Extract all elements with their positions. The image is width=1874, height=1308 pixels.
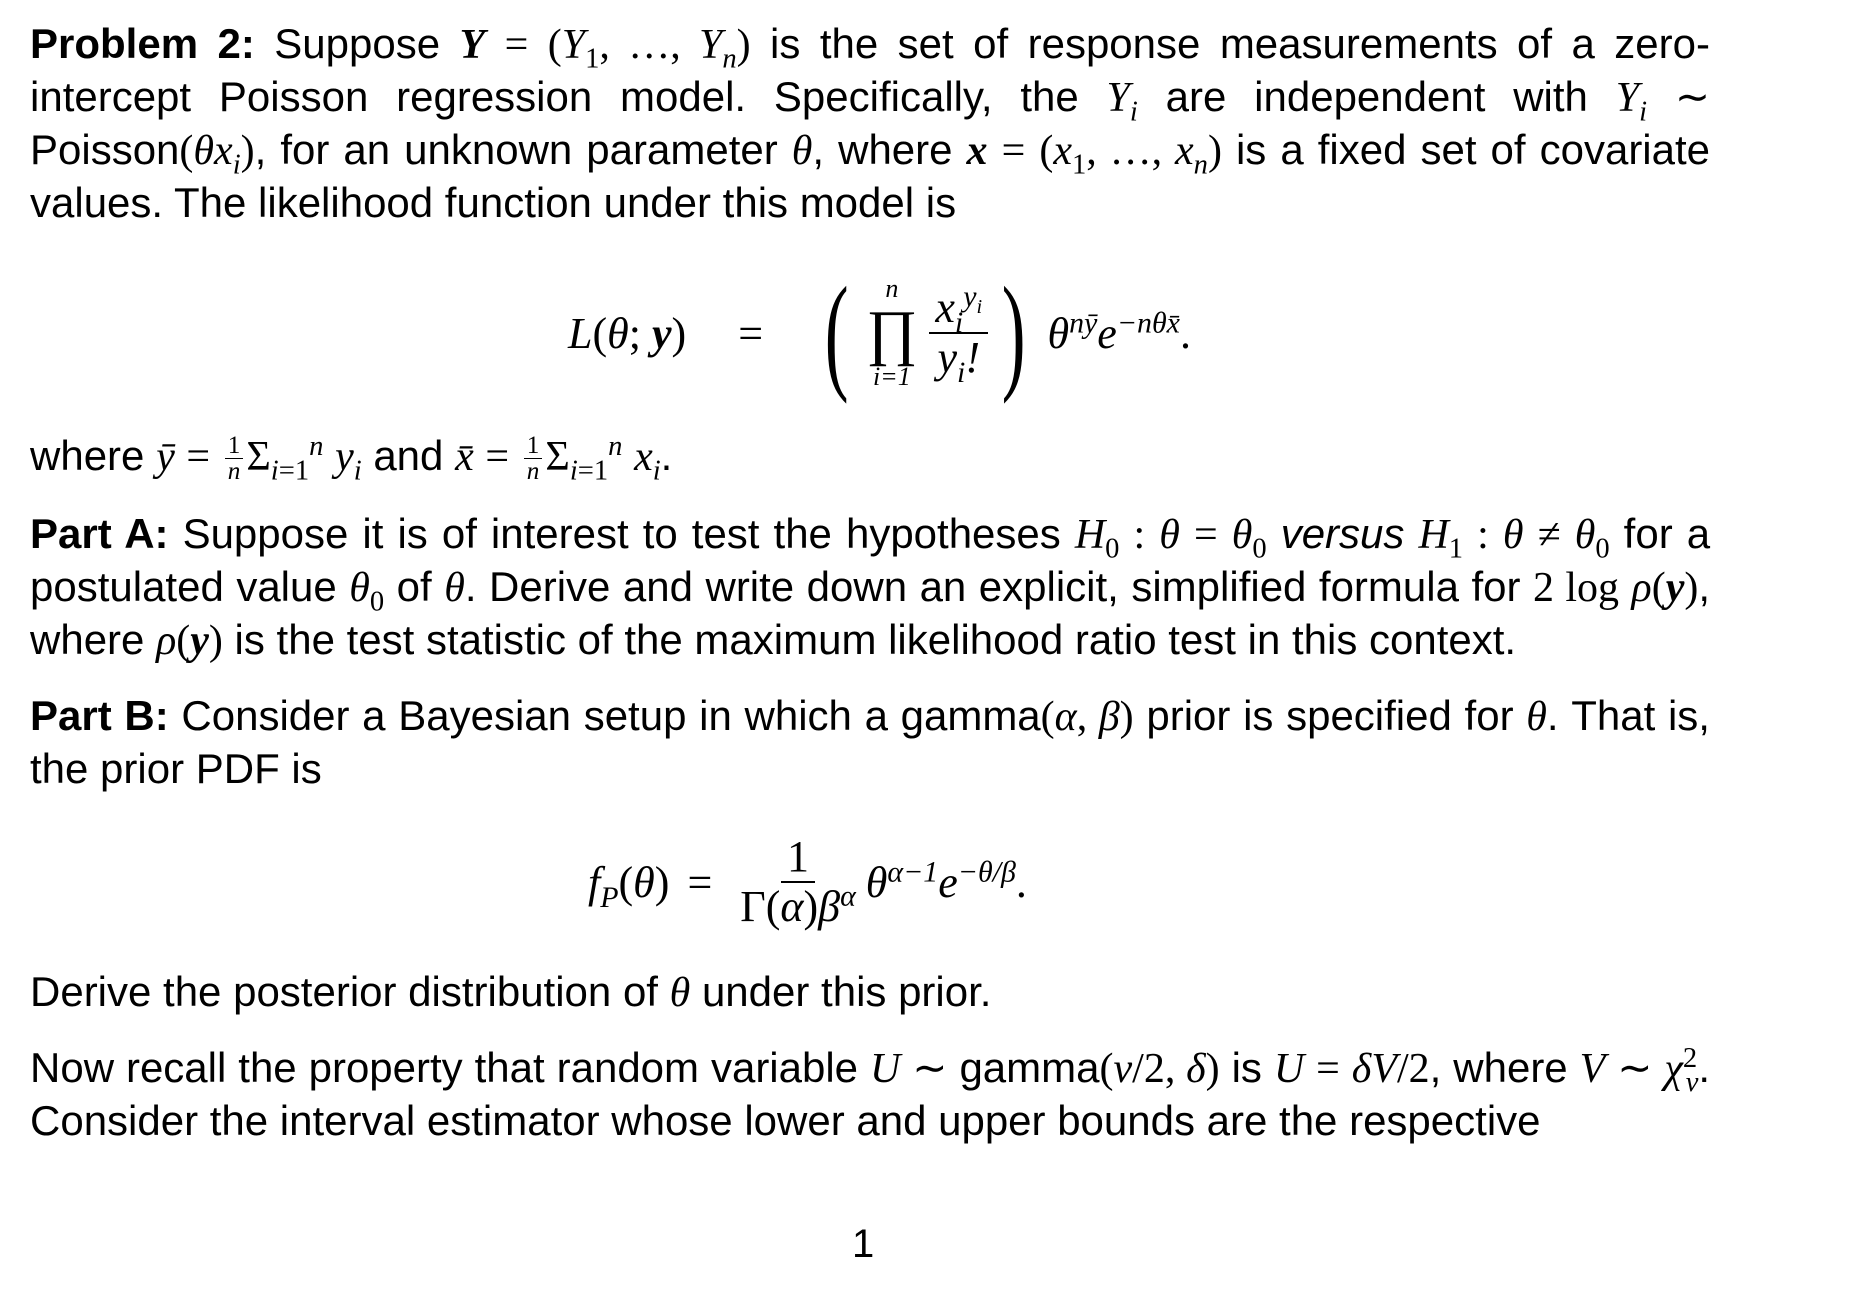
product-operator: n ∏ i=1: [866, 274, 918, 391]
part-a-label: Part A:: [30, 510, 169, 557]
part-b-label: Part B:: [30, 692, 169, 739]
part-b-intro: Part B: Consider a Bayesian setup in which a gamma(α, β) prior is specified for θ. That is, the prior PDF is: [30, 692, 1710, 792]
problem-intro: [30, 18, 1710, 229]
likelihood-equation: L ( θ ; y ) = ( n ∏ i=1 $\frac{x_i^{y_i}}{y_i!}$ ) $\theta^{nȳ}e^{-n\theta x̄}$ .: [568, 261, 1191, 405]
prior-fraction: $\frac{1}{\Gamma(\alpha)\beta^\alpha}$: [740, 831, 856, 931]
problem-label: Problem 2:: [30, 20, 255, 67]
prior-pdf-equation: $f_P$ ( θ ) = $\frac{1}{\Gamma(\alpha)\beta^\alpha}$ $\theta^{\alpha-1}e^{-\theta/\beta}$ .: [588, 831, 1027, 931]
derive-posterior: Derive the posterior distribution of θ under this prior.: [30, 968, 992, 1016]
problem-intro-text: Suppose $Y = (Y_1$, …, $Y_n$) is the set of response measurements of a zero-intercept Poisson regression model. Specifically, the $Y_i$ are independent with $Y_i$ ∼ $Poisson(\theta x_i)$, for an unknown parameter θ, where $x = (x_1$, …, $x_n$) is a fixed set of covariate values. The likelihood function under this model is: [30, 20, 1711, 226]
where-line: where ȳ = $\frac{1}{n}$ $\Sigma_{i=1}^n$ $y_i$ and x̄ = $\frac{1}{n}$ $\Sigma_{i=1}^n$ $x_i$.: [30, 431, 673, 487]
part-a: Part A: Suppose it is of interest to test the hypotheses $H_0$ : $\theta = \theta_0$ versus $H_1$ : $\theta \ne \theta_0$ for a postulated value $\theta_0$ of θ. Derive and write down an explicit, simplified formula for 2 log ρ(y), where ρ(y) is the test statistic of the maximum likelihood ratio test in this context.: [30, 510, 1711, 664]
page-number: 1: [852, 1222, 875, 1266]
recall-property: Now recall the property that random variable U ∼ gamma(ν/2, δ) is U = δV/2, where V ∼ $\chi^2_\nu$. Consider the interval estimator whose lower and upper bounds are the respective: [30, 1043, 1711, 1144]
likelihood-fraction: $\frac{x_i^{y_i}}{y_i!}$: [929, 284, 988, 383]
